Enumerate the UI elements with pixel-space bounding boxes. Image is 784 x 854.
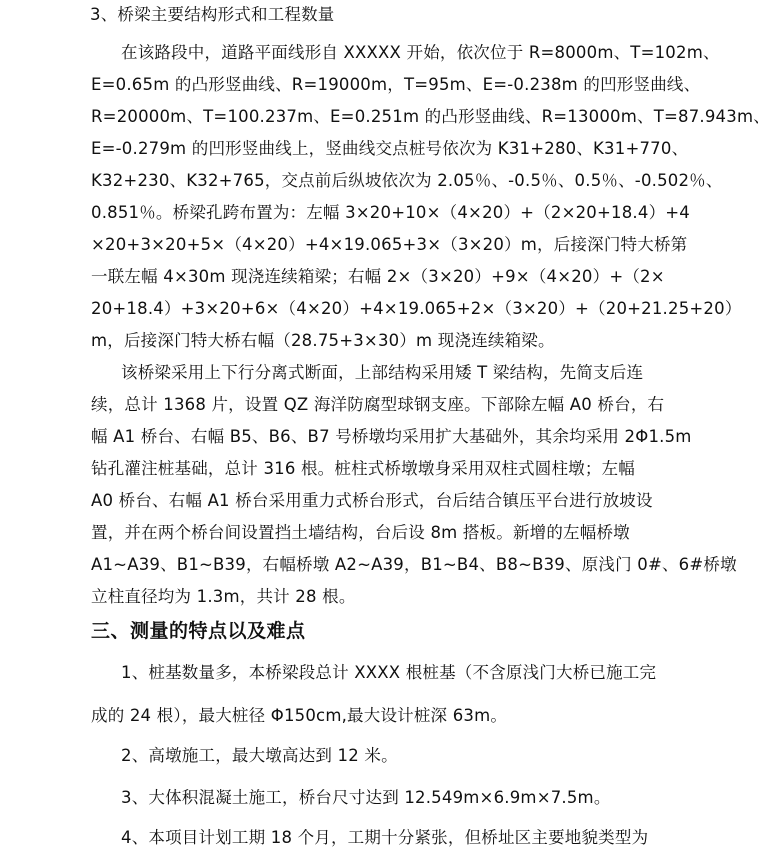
paragraph-line: R=20000m、T=100.237m、E=0.251m 的凸形竖曲线、R=13000m、T=87.943m、	[91, 107, 770, 126]
paragraph-line: 钻孔灌注桩基础，总计 316 根。桩柱式桥墩墩身采用双柱式圆柱墩；左幅	[91, 459, 635, 478]
section-heading: 三、测量的特点以及难点	[91, 620, 306, 642]
paragraph-line: 4、本项目计划工期 18 个月，工期十分紧张，但桥址区主要地貌类型为	[121, 828, 649, 847]
paragraph-line: K32+230、K32+765，交点前后纵坡依次为 2.05％、-0.5％、0.5％、-0.502％、	[91, 171, 723, 190]
paragraph-line: 置，并在两个桥台间设置挡土墙结构，台后设 8m 搭板。新增的左幅桥墩	[91, 523, 630, 542]
section-subheading: 3、桥梁主要结构形式和工程数量	[90, 5, 335, 24]
paragraph-line: m，后接深门特大桥右幅（28.75+3×30）m 现浇连续箱梁。	[91, 331, 555, 350]
paragraph-line: 成的 24 根），最大桩径 Φ150cm,最大设计桩深 63m。	[91, 706, 508, 725]
paragraph-line: 一联左幅 4×30m 现浇连续箱梁；右幅 2×（3×20）+9×（4×20）+（2×	[91, 267, 665, 286]
paragraph-line: 0.851％。桥梁孔跨布置为：左幅 3×20+10×（4×20）+（2×20+18.4）+4	[91, 203, 690, 222]
paragraph-line: E=0.65m 的凸形竖曲线、R=19000m，T=95m、E=-0.238m 的凹形竖曲线、	[91, 75, 701, 94]
paragraph-line: 续，总计 1368 片，设置 QZ 海洋防腐型球钢支座。下部除左幅 A0 桥台，右	[91, 395, 665, 414]
paragraph-line: 1、桩基数量多，本桥梁段总计 XXXX 根桩基（不含原浅门大桥已施工完	[121, 663, 657, 682]
paragraph-line: 20+18.4）+3×20+6×（4×20）+4×19.065+2×（3×20）+（20+21.25+20）	[91, 299, 742, 318]
paragraph-line: A1~A39、B1~B39，右幅桥墩 A2~A39，B1~B4、B8~B39、原浅门 0#、6#桥墩	[91, 555, 737, 574]
paragraph-line: 立柱直径均为 1.3m，共计 28 根。	[91, 587, 356, 606]
paragraph-line: 3、大体积混凝土施工，桥台尺寸达到 12.549m×6.9m×7.5m。	[121, 788, 611, 807]
paragraph-line: 2、高墩施工，最大墩高达到 12 米。	[121, 746, 398, 765]
paragraph-line: 幅 A1 桥台、右幅 B5、B6、B7 号桥墩均采用扩大基础外，其余均采用 2Φ1.5m	[91, 427, 692, 446]
paragraph-line: 该桥梁采用上下行分离式断面，上部结构采用矮 T 梁结构，先简支后连	[121, 363, 644, 382]
paragraph-line: E=-0.279m 的凹形竖曲线上，竖曲线交点桩号依次为 K31+280、K31+770、	[91, 139, 689, 158]
paragraph-line: 在该路段中，道路平面线形自 XXXXX 开始，依次位于 R=8000m、T=102m、	[121, 43, 720, 62]
paragraph-line: A0 桥台、右幅 A1 桥台采用重力式桥台形式，台后结合镇压平台进行放坡设	[91, 491, 653, 510]
paragraph-line: ×20+3×20+5×（4×20）+4×19.065+3×（3×20）m，后接深门特大桥第	[91, 235, 688, 254]
